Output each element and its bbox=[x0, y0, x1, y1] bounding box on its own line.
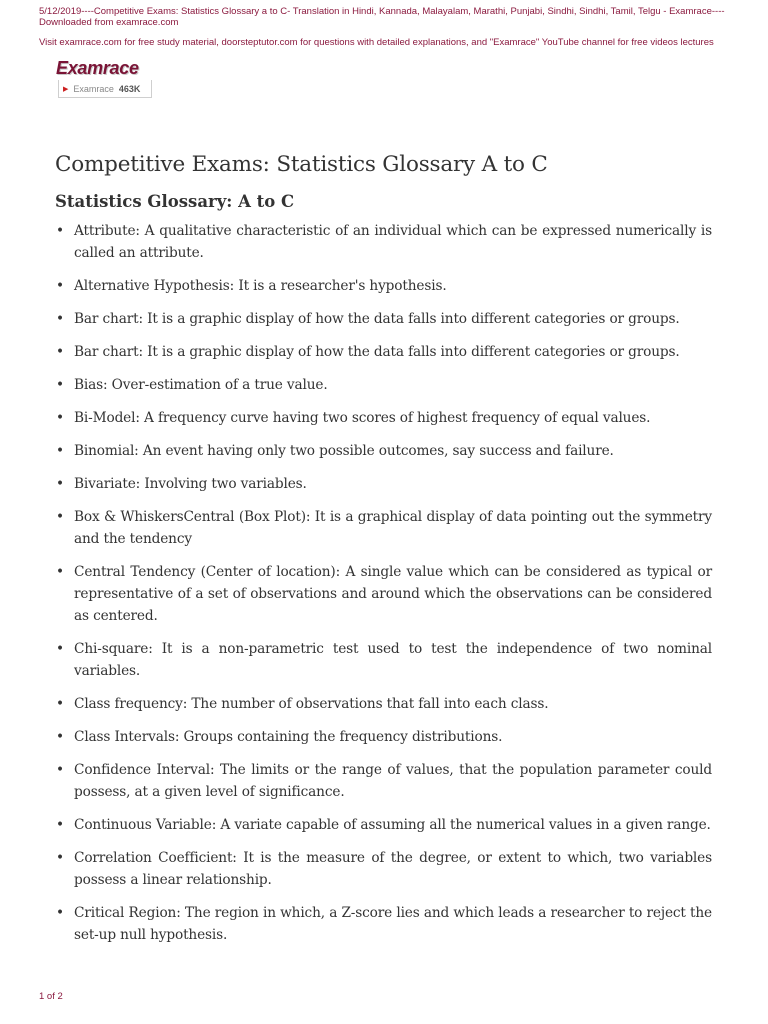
subscriber-count: 463K bbox=[118, 83, 141, 94]
page-title: Competitive Exams: Statistics Glossary A to C bbox=[55, 152, 548, 177]
page-indicator: 1 of 2 bbox=[39, 991, 63, 1002]
youtube-channel-name: Examrace bbox=[73, 83, 114, 94]
examrace-logo[interactable]: Examrace bbox=[56, 58, 139, 78]
glossary-item: • Bi-Model: A frequency curve having two scores of highest frequency of equal values. bbox=[55, 407, 712, 429]
glossary-item: • Binomial: An event having only two possible outcomes, say success and failure. bbox=[55, 440, 712, 462]
glossary-item: • Attribute: A qualitative characteristic of an individual which can be expressed numerically is called an attribute. bbox=[55, 220, 712, 264]
youtube-subscribe-widget[interactable] bbox=[58, 80, 152, 98]
glossary-item: • Class Intervals: Groups containing the frequency distributions. bbox=[55, 726, 712, 748]
glossary-item: • Chi-square: It is a non-parametric test used to test the independence of two nominal variables. bbox=[55, 638, 712, 682]
glossary-item: • Continuous Variable: A variate capable of assuming all the numerical values in a given range. bbox=[55, 814, 712, 836]
youtube-play-icon: ▶ bbox=[63, 85, 69, 93]
site-notice: Visit examrace.com for free study material, doorsteptutor.com for questions with detailed explanations, and "Examrace" YouTube channel for free videos lectures bbox=[39, 37, 714, 48]
print-header-line: 5/12/2019----Competitive Exams: Statistics Glossary a to C- Translation in Hindi, Kannada, Malayalam, Marathi, Punjabi, Sindhi, Sindhi, Tamil, Telgu - Examrace----Downloaded from examrace.com bbox=[39, 6, 725, 28]
glossary-item: • Bar chart: It is a graphic display of how the data falls into different categories or groups. bbox=[55, 341, 712, 363]
glossary-item: • Alternative Hypothesis: It is a researcher's hypothesis. bbox=[55, 275, 712, 297]
glossary-item: • Confidence Interval: The limits or the range of values, that the population parameter could possess, at a given level of significance. bbox=[55, 759, 712, 803]
glossary-item: • Central Tendency (Center of location): A single value which can be considered as typical or representative of a set of observations and around which the observations can be considered as centered. bbox=[55, 561, 712, 627]
glossary-item: • Box & WhiskersCentral (Box Plot): It is a graphical display of data pointing out the symmetry and the tendency bbox=[55, 506, 712, 550]
section-heading: Statistics Glossary: A to C bbox=[55, 192, 295, 211]
glossary-item: • Bivariate: Involving two variables. bbox=[55, 473, 712, 495]
glossary-item: • Bar chart: It is a graphic display of how the data falls into different categories or groups. bbox=[55, 308, 712, 330]
glossary-item: • Critical Region: The region in which, a Z-score lies and which leads a researcher to reject the set-up null hypothesis. bbox=[55, 902, 712, 946]
glossary-item: • Correlation Coefficient: It is the measure of the degree, or extent to which, two variables possess a linear relationship. bbox=[55, 847, 712, 891]
glossary-list bbox=[55, 220, 712, 957]
glossary-item: • Class frequency: The number of observations that fall into each class. bbox=[55, 693, 712, 715]
glossary-item: • Bias: Over-estimation of a true value. bbox=[55, 374, 712, 396]
